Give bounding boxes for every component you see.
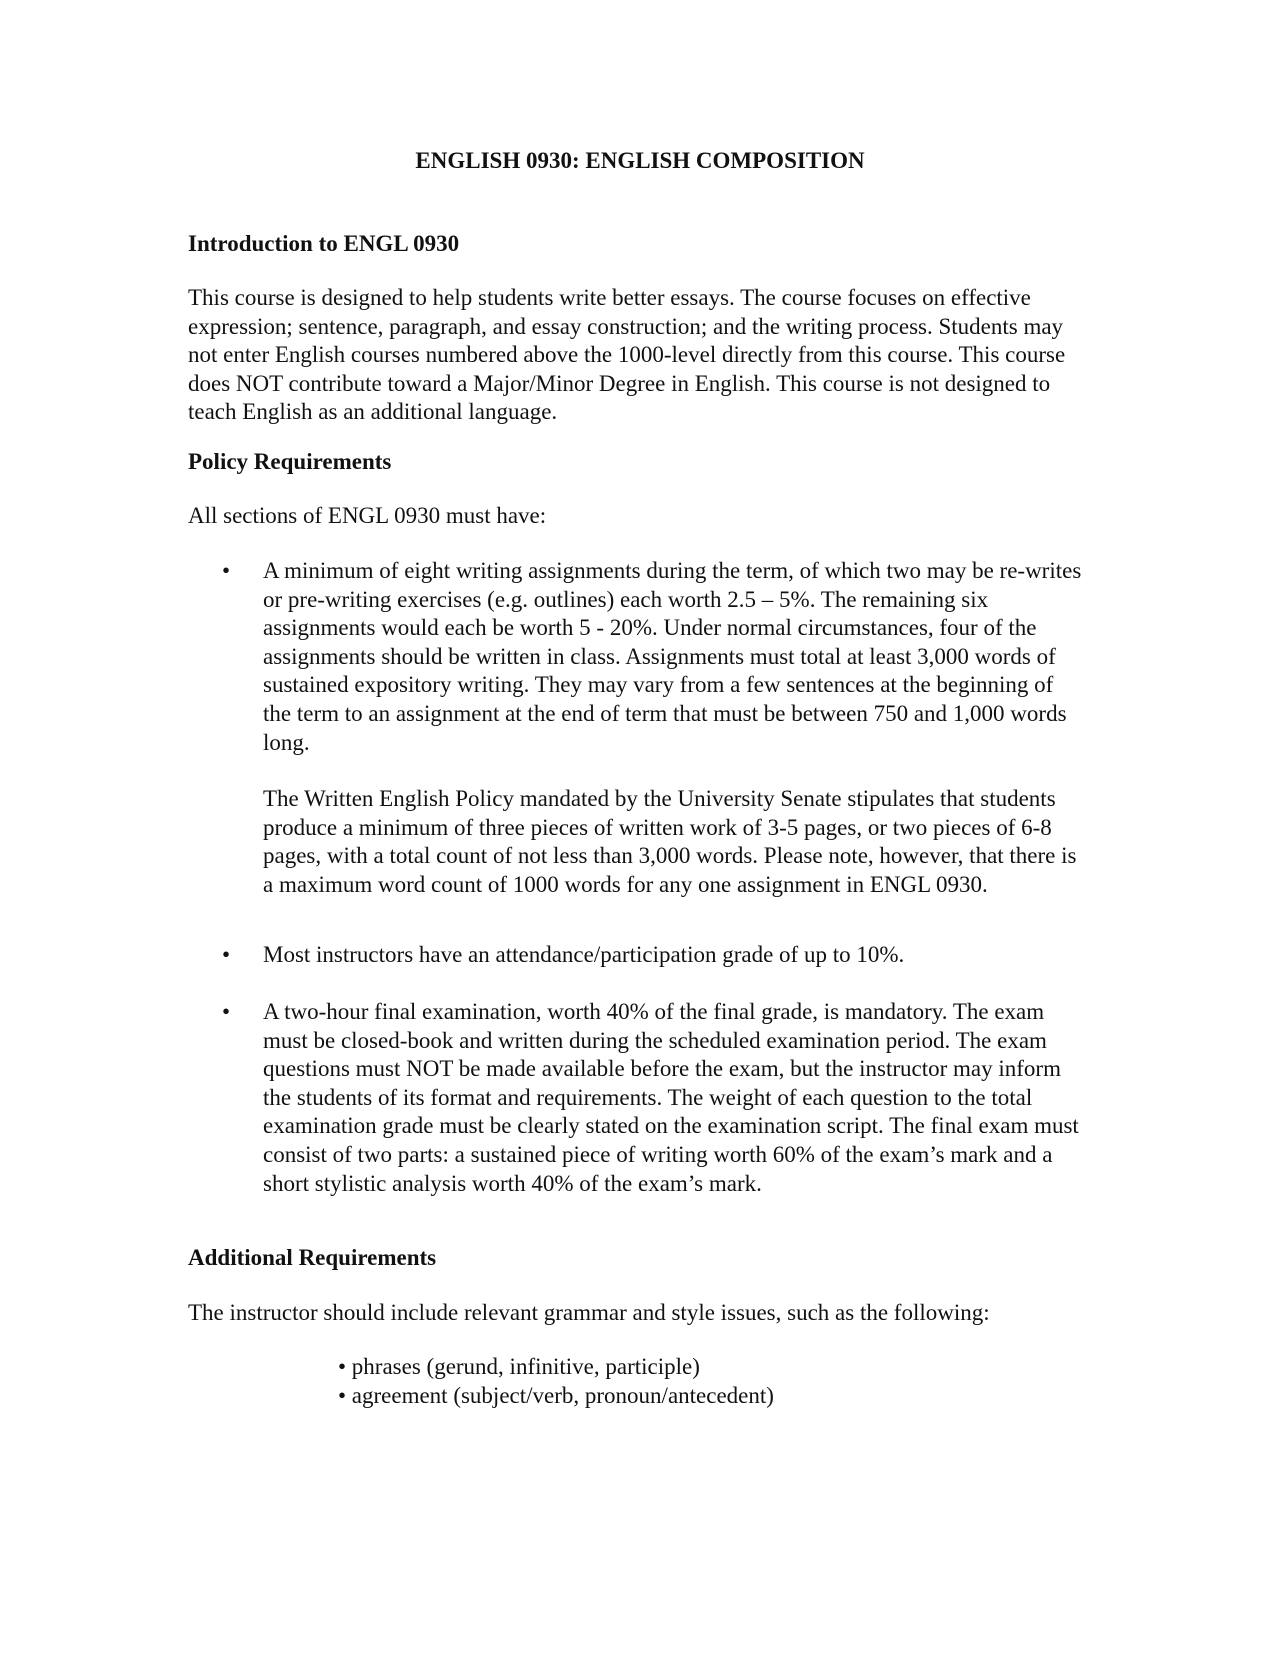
intro-paragraph: This course is designed to help students write better essays. The course focuses on effective expression; sentence, paragraph, and essay construction; and the writing process. Students may not enter English courses numbered above the 1000-level directly from this course. This course does NOT contribute toward a Major/Minor Degree in English. This course is not designed to teach English as an additional language. xyxy=(188,285,1066,425)
bullet-icon: • xyxy=(222,999,231,1024)
grammar-list-item: • phrases (gerund, infinitive, participle) xyxy=(338,1354,700,1379)
document-title: ENGLISH 0930: ENGLISH COMPOSITION xyxy=(415,148,865,173)
policy-bullet-2-text: Most instructors have an attendance/participation grade of up to 10%. xyxy=(263,942,905,967)
policy-heading: Policy Requirements xyxy=(188,449,392,474)
grammar-list-item: • agreement (subject/verb, pronoun/antecedent) xyxy=(338,1382,774,1408)
bullet-icon: • xyxy=(222,942,231,967)
policy-bullet-3-text: A two-hour final examination, worth 40% of the final grade, is mandatory. The exam must be closed-book and written during the scheduled examination period. The exam questions must NOT be made available before the exam, but the instructor may inform the students of its format and requirements. The weight of each question to the total examination grade must be clearly stated on the examination script. The final exam must consist of two parts: a sustained piece of writing worth 60% of the exam’s mark and a short stylistic analysis worth 40% of the exam’s mark. xyxy=(263,999,1079,1196)
policy-bullet-1-text: A minimum of eight writing assignments during the term, of which two may be re-writes or pre-writing exercises (e.g. outlines) each worth 2.5 – 5%. The remaining six assignments would each be worth 5 - 20%. Under normal circumstances, four of the assignments should be written in class. Assignments must total at least 3,000 words of sustained expository writing. They may vary from a few sentences at the beginning of the term to an assignment at the end of term that must be between 750 and 1,000 words long. xyxy=(263,558,1082,755)
senate-policy-note: The Written English Policy mandated by the University Senate stipulates that students produce a minimum of three pieces of written work of 3-5 pages, or two pieces of 6-8 pages, with a total count of not less than 3,000 words. Please note, however, that there is a maximum word count of 1000 words for any one assignment in ENGL 0930. xyxy=(263,786,1077,897)
policy-lead: All sections of ENGL 0930 must have: xyxy=(188,503,547,528)
intro-heading: Introduction to ENGL 0930 xyxy=(188,231,460,256)
additional-lead: The instructor should include relevant grammar and style issues, such as the following: xyxy=(188,1300,990,1325)
grammar-list xyxy=(338,1353,774,1410)
bullet-icon: • xyxy=(222,558,231,583)
additional-heading: Additional Requirements xyxy=(188,1245,437,1270)
